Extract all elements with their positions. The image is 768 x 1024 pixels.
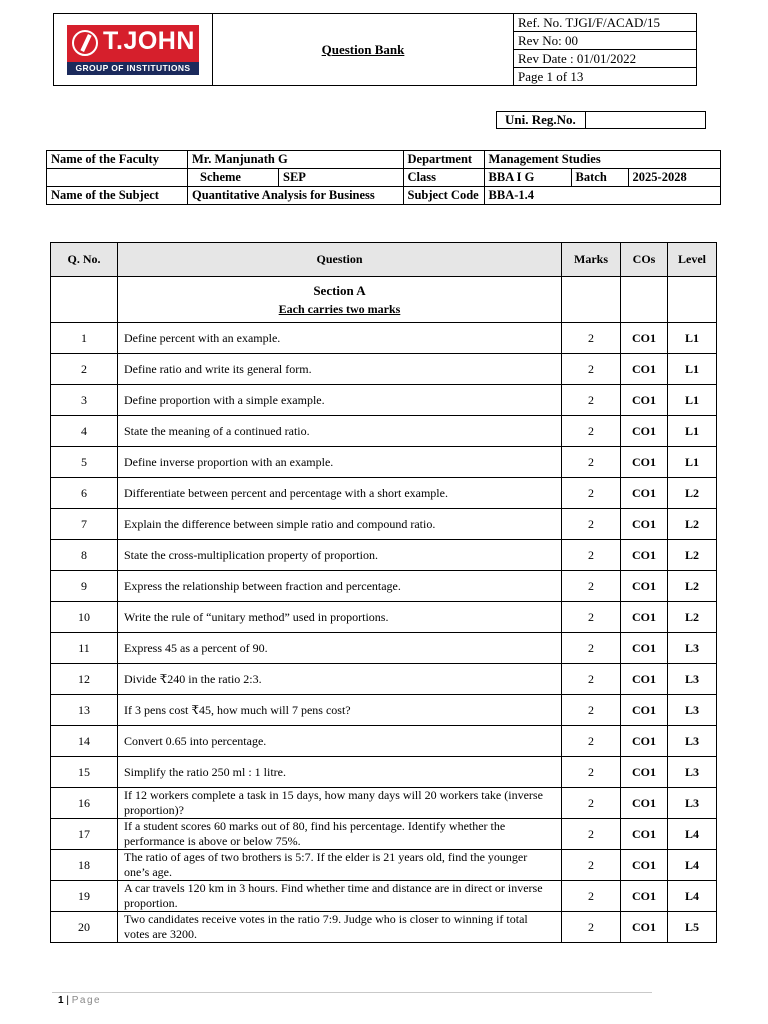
question-level: L1: [668, 385, 717, 416]
question-co: CO1: [621, 571, 668, 602]
question-row: [51, 633, 717, 664]
question-co: CO1: [621, 850, 668, 881]
department-value: Management Studies: [484, 151, 720, 169]
blank-cell: [47, 169, 188, 187]
document-title: Question Bank: [213, 14, 514, 86]
question-marks: 2: [562, 602, 621, 633]
question-number: 19: [51, 881, 118, 912]
faculty-label: Name of the Faculty: [47, 151, 188, 169]
question-co: CO1: [621, 726, 668, 757]
question-number: 20: [51, 912, 118, 943]
header-question: Question: [118, 243, 562, 277]
question-co: CO1: [621, 540, 668, 571]
question-number: 7: [51, 509, 118, 540]
document-header: [53, 13, 697, 86]
question-level: L2: [668, 478, 717, 509]
question-number: 4: [51, 416, 118, 447]
question-level: L3: [668, 726, 717, 757]
question-row: [51, 881, 717, 912]
question-row: [51, 819, 717, 850]
question-number: 16: [51, 788, 118, 819]
question-number: 17: [51, 819, 118, 850]
department-label: Department: [403, 151, 484, 169]
question-level: L2: [668, 509, 717, 540]
question-co: CO1: [621, 788, 668, 819]
question-number: 5: [51, 447, 118, 478]
question-row: [51, 447, 717, 478]
question-row: [51, 385, 717, 416]
question-row: [51, 602, 717, 633]
question-row: [51, 509, 717, 540]
question-text: Two candidates receive votes in the ratio 7:9. Judge who is closer to winning if total votes are 3200.: [118, 912, 562, 943]
question-text: Express 45 as a percent of 90.: [118, 633, 562, 664]
table-header-row: [51, 243, 717, 277]
logo-cell: [54, 14, 213, 86]
question-level: L2: [668, 571, 717, 602]
registration-number-box: [496, 111, 706, 129]
question-marks: 2: [562, 912, 621, 943]
question-number: 12: [51, 664, 118, 695]
question-level: L3: [668, 757, 717, 788]
ref-number: Ref. No. TJGI/F/ACAD/15: [514, 14, 696, 32]
question-level: L2: [668, 602, 717, 633]
question-co: CO1: [621, 416, 668, 447]
question-level: L1: [668, 416, 717, 447]
question-text: The ratio of ages of two brothers is 5:7. If the elder is 21 years old, find the younger one’s age.: [118, 850, 562, 881]
question-level: L4: [668, 850, 717, 881]
course-info-table: [46, 150, 721, 205]
question-marks: 2: [562, 385, 621, 416]
question-co: CO1: [621, 478, 668, 509]
class-label: Class: [403, 169, 484, 187]
question-level: L3: [668, 664, 717, 695]
question-co: CO1: [621, 664, 668, 695]
question-co: CO1: [621, 509, 668, 540]
question-marks: 2: [562, 323, 621, 354]
question-marks: 2: [562, 726, 621, 757]
question-text: Define ratio and write its general form.: [118, 354, 562, 385]
question-level: L3: [668, 788, 717, 819]
question-marks: 2: [562, 881, 621, 912]
question-text: If 3 pens cost ₹45, how much will 7 pens cost?: [118, 695, 562, 726]
scheme-label: Scheme: [188, 169, 279, 187]
question-text: Define inverse proportion with an example.: [118, 447, 562, 478]
question-marks: 2: [562, 571, 621, 602]
question-text: Convert 0.65 into percentage.: [118, 726, 562, 757]
logo-name: T.JOHN: [103, 26, 195, 55]
question-text: State the meaning of a continued ratio.: [118, 416, 562, 447]
question-marks: 2: [562, 633, 621, 664]
question-level: L2: [668, 540, 717, 571]
subject-value: Quantitative Analysis for Business: [188, 187, 404, 205]
question-marks: 2: [562, 788, 621, 819]
section-title: Section A: [313, 282, 366, 298]
question-text: Express the relationship between fraction and percentage.: [118, 571, 562, 602]
question-marks: 2: [562, 695, 621, 726]
question-number: 18: [51, 850, 118, 881]
section-heading-cell: [118, 277, 562, 323]
question-number: 9: [51, 571, 118, 602]
question-number: 1: [51, 323, 118, 354]
question-text: Write the rule of “unitary method” used in proportions.: [118, 602, 562, 633]
question-row: [51, 354, 717, 385]
question-co: CO1: [621, 602, 668, 633]
question-marks: 2: [562, 850, 621, 881]
question-row: [51, 478, 717, 509]
question-level: L4: [668, 819, 717, 850]
question-co: CO1: [621, 323, 668, 354]
question-number: 6: [51, 478, 118, 509]
section-blank-cell: [668, 277, 717, 323]
question-co: CO1: [621, 385, 668, 416]
question-level: L5: [668, 912, 717, 943]
question-text: Differentiate between percent and percentage with a short example.: [118, 478, 562, 509]
subject-code-value: BBA-1.4: [484, 187, 720, 205]
question-text: Define proportion with a simple example.: [118, 385, 562, 416]
question-row: [51, 540, 717, 571]
question-level: L4: [668, 881, 717, 912]
question-number: 15: [51, 757, 118, 788]
question-co: CO1: [621, 633, 668, 664]
section-blank-cell: [562, 277, 621, 323]
batch-value: 2025-2028: [632, 170, 687, 184]
scheme-value: SEP: [279, 169, 404, 187]
question-row: [51, 323, 717, 354]
question-row: [51, 757, 717, 788]
header-marks: Marks: [562, 243, 621, 277]
question-text: State the cross-multiplication property of proportion.: [118, 540, 562, 571]
institution-logo: [67, 25, 199, 75]
question-row: [51, 571, 717, 602]
header-cos: COs: [621, 243, 668, 277]
question-marks: 2: [562, 478, 621, 509]
question-level: L1: [668, 323, 717, 354]
question-co: CO1: [621, 757, 668, 788]
section-row: [51, 277, 717, 323]
question-marks: 2: [562, 447, 621, 478]
question-row: [51, 788, 717, 819]
question-row: [51, 416, 717, 447]
question-level: L3: [668, 695, 717, 726]
question-text: Divide ₹240 in the ratio 2:3.: [118, 664, 562, 695]
question-marks: 2: [562, 509, 621, 540]
question-co: CO1: [621, 695, 668, 726]
question-number: 11: [51, 633, 118, 664]
revision-number: Rev No: 00: [514, 32, 696, 50]
question-number: 10: [51, 602, 118, 633]
question-marks: 2: [562, 819, 621, 850]
logo-subtitle: GROUP OF INSTITUTIONS: [67, 62, 199, 75]
question-number: 8: [51, 540, 118, 571]
question-row: [51, 664, 717, 695]
question-co: CO1: [621, 819, 668, 850]
footer-page-label: Page: [71, 995, 102, 1006]
question-text: If a student scores 60 marks out of 80, find his percentage. Identify whether the performance is above or below 75%.: [118, 819, 562, 850]
question-marks: 2: [562, 416, 621, 447]
question-level: L1: [668, 354, 717, 385]
question-number: 13: [51, 695, 118, 726]
question-text: Explain the difference between simple ratio and compound ratio.: [118, 509, 562, 540]
question-row: [51, 850, 717, 881]
question-row: [51, 912, 717, 943]
section-blank-cell: [51, 277, 118, 323]
question-row: [51, 695, 717, 726]
revision-date: Rev Date : 01/01/2022: [514, 50, 696, 68]
batch-cell: [571, 169, 720, 187]
logo-emblem-icon: [72, 30, 98, 56]
question-number: 3: [51, 385, 118, 416]
question-number: 14: [51, 726, 118, 757]
subject-code-label: Subject Code: [403, 187, 484, 205]
question-co: CO1: [621, 354, 668, 385]
question-text: Define percent with an example.: [118, 323, 562, 354]
question-table: [50, 242, 717, 943]
question-marks: 2: [562, 540, 621, 571]
page-count: Page 1 of 13: [518, 69, 584, 84]
page-footer: [58, 995, 101, 1006]
batch-label: Batch: [572, 169, 629, 186]
question-text: Simplify the ratio 250 ml : 1 litre.: [118, 757, 562, 788]
question-text: If 12 workers complete a task in 15 days, how many days will 20 workers take (inverse proportion)?: [118, 788, 562, 819]
question-marks: 2: [562, 354, 621, 385]
question-level: L3: [668, 633, 717, 664]
header-qno: Q. No.: [51, 243, 118, 277]
question-text: A car travels 120 km in 3 hours. Find whether time and distance are in direct or inverse proportion.: [118, 881, 562, 912]
header-level: Level: [668, 243, 717, 277]
question-number: 2: [51, 354, 118, 385]
section-blank-cell: [621, 277, 668, 323]
question-level: L1: [668, 447, 717, 478]
reference-block: [514, 14, 697, 86]
faculty-value: Mr. Manjunath G: [188, 151, 404, 169]
reg-label: Uni. Reg.No.: [497, 112, 586, 129]
question-marks: 2: [562, 757, 621, 788]
footer-separator: |: [63, 995, 72, 1006]
question-co: CO1: [621, 912, 668, 943]
question-marks: 2: [562, 664, 621, 695]
class-value: BBA I G: [484, 169, 571, 187]
question-co: CO1: [621, 447, 668, 478]
subject-label: Name of the Subject: [47, 187, 188, 205]
section-subtitle: Each carries two marks: [278, 301, 401, 316]
footer-page-number: 1: [58, 995, 64, 1006]
reg-value-field[interactable]: [586, 112, 706, 129]
question-co: CO1: [621, 881, 668, 912]
question-row: [51, 726, 717, 757]
footer-divider: [52, 992, 652, 993]
